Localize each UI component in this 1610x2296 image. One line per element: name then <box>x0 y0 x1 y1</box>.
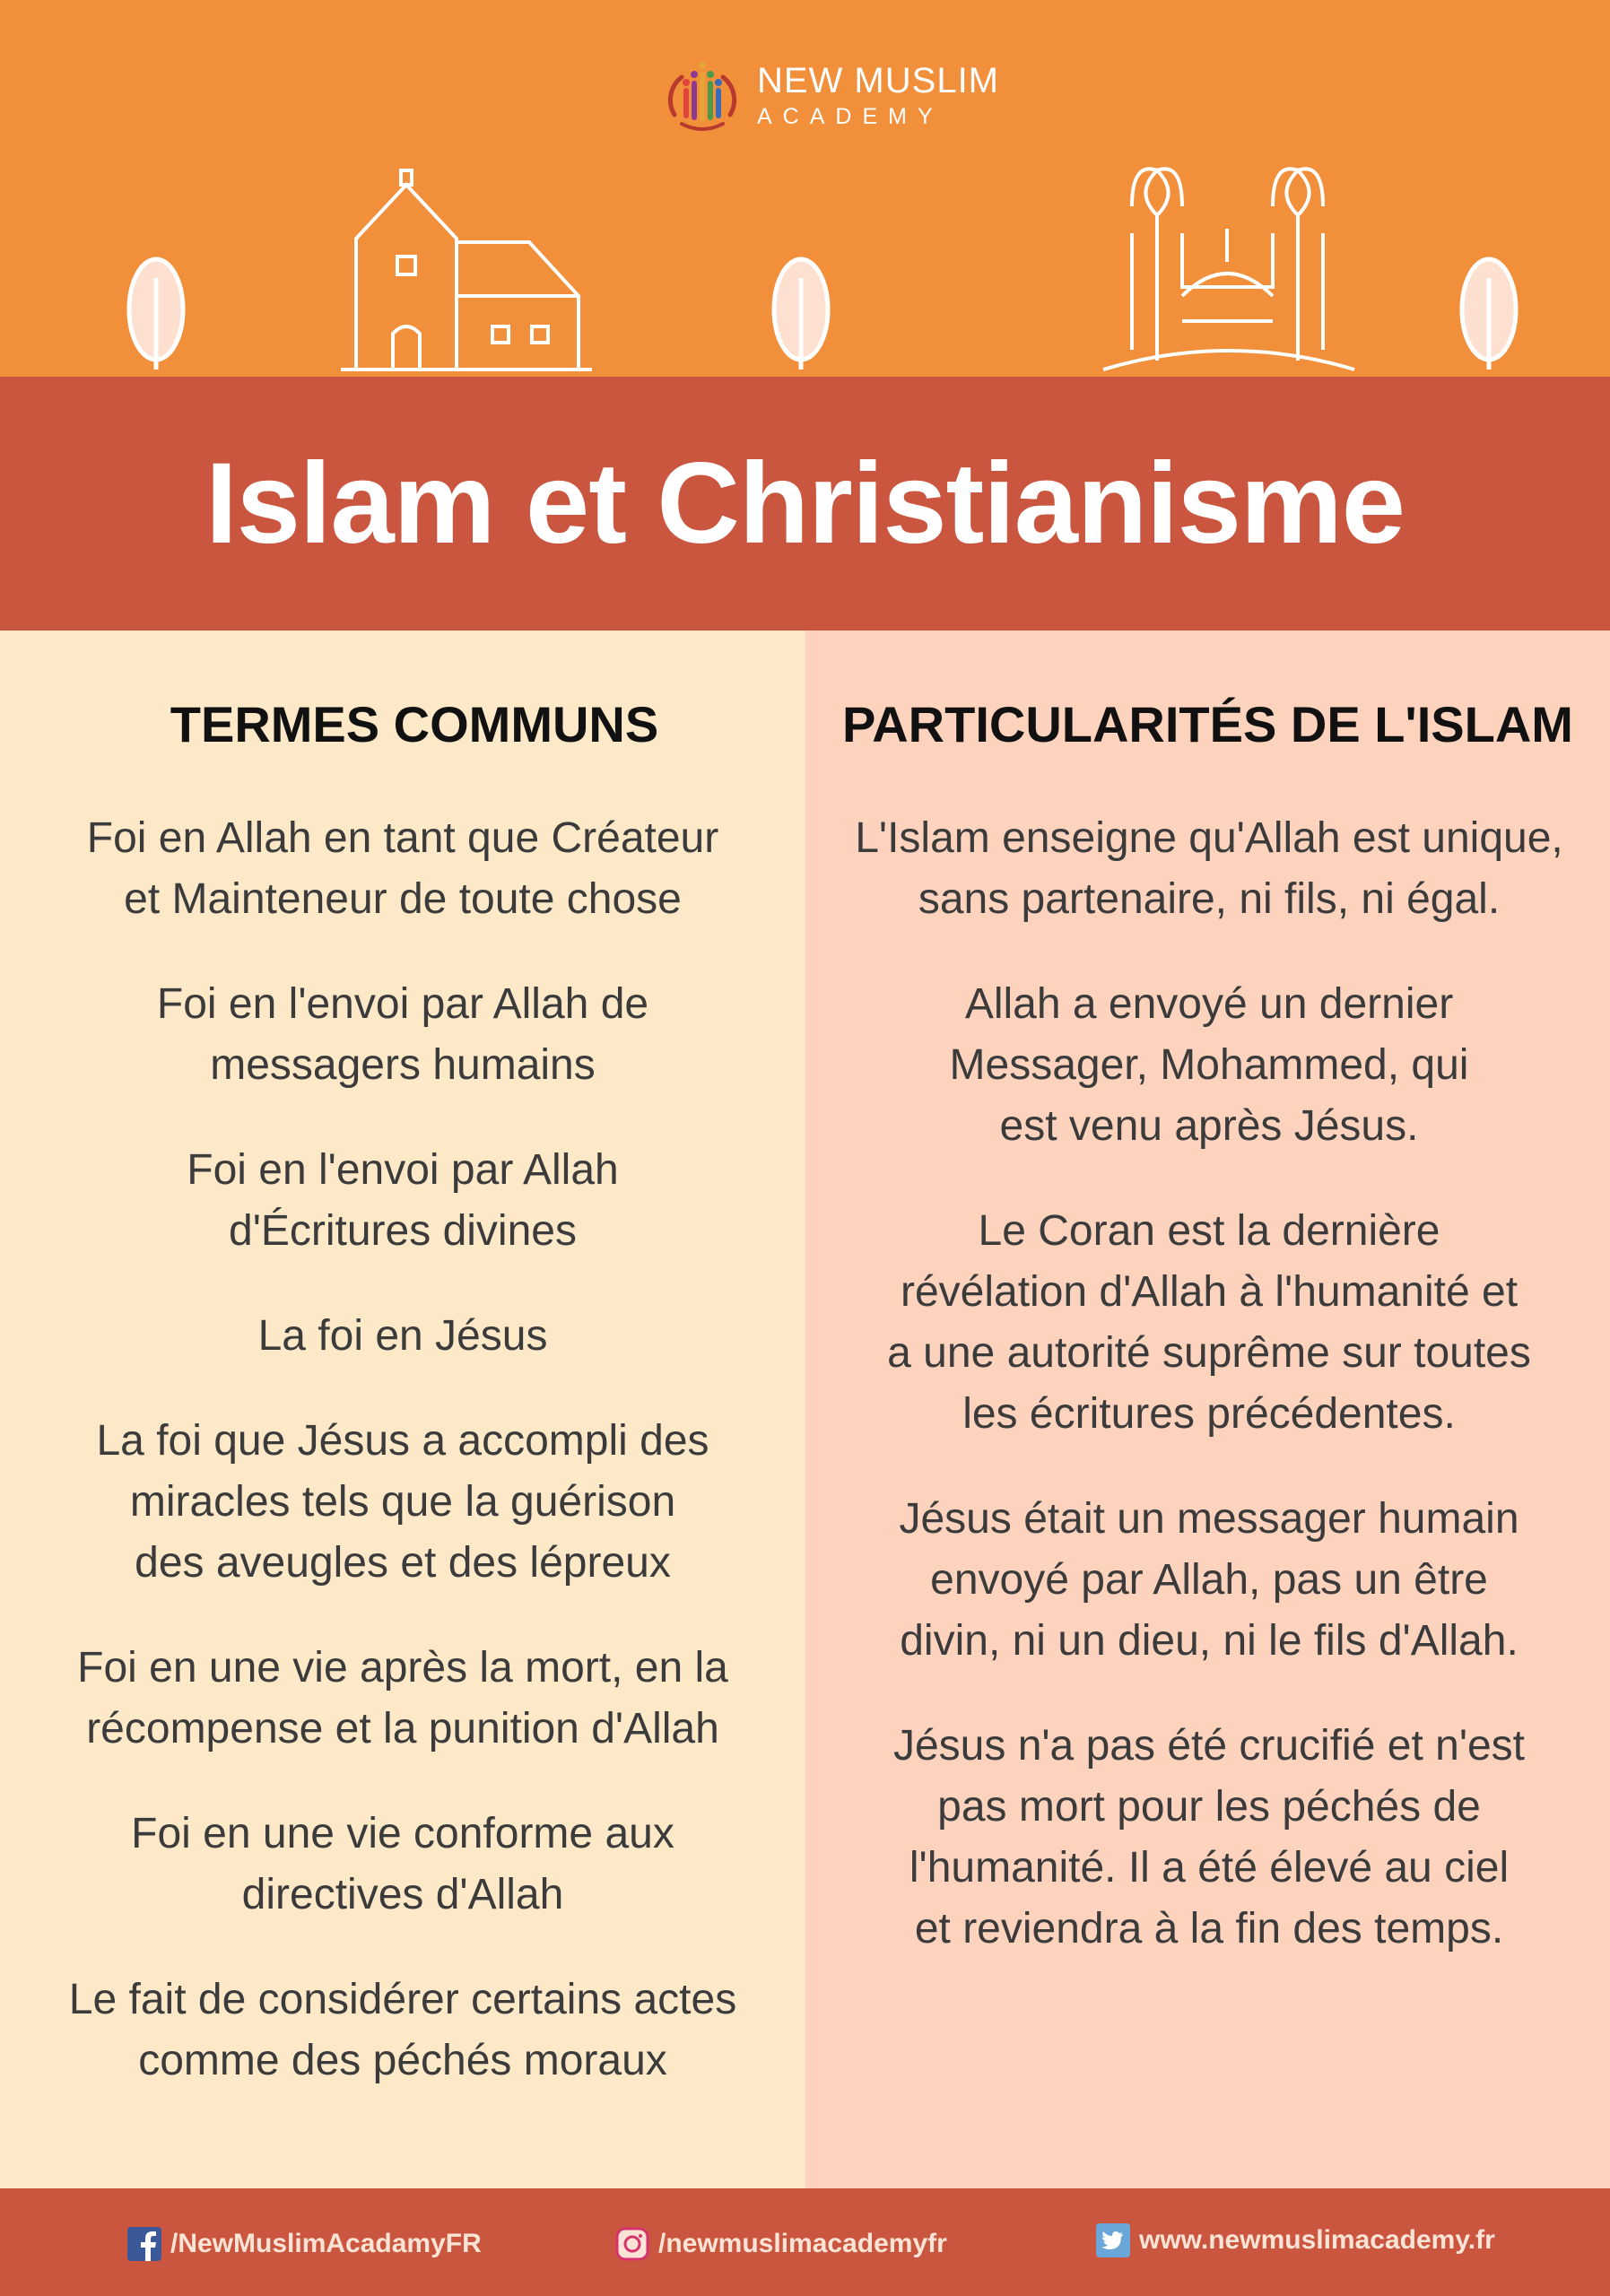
line: sans partenaire, ni fils, ni égal. <box>918 875 1501 923</box>
line: Foi en une vie conforme aux <box>131 1810 674 1857</box>
list-item <box>27 1306 779 1367</box>
logo-mark-icon <box>662 57 743 138</box>
page-title: Islam et Christianisme <box>205 439 1405 568</box>
line: et reviendra à la fin des temps. <box>914 1905 1504 1952</box>
website-link[interactable] <box>1096 2222 1495 2258</box>
instagram-link[interactable] <box>615 2226 947 2262</box>
line: comme des péchés moraux <box>138 2037 667 2084</box>
line: Jésus n'a pas été crucifié et n'est <box>892 1722 1526 1770</box>
tree-icon <box>1462 259 1516 370</box>
list-item <box>27 1411 779 1594</box>
list-item <box>27 1140 779 1262</box>
tree-icon <box>129 259 183 370</box>
website-url: www.newmuslimacademy.fr <box>1139 2225 1495 2255</box>
line: L'Islam enseigne qu'Allah est unique, <box>855 814 1563 862</box>
list-item <box>825 974 1593 1157</box>
facebook-icon <box>127 2227 161 2261</box>
line: l'humanité. Il a été élevé au ciel <box>909 1844 1510 1892</box>
footer <box>0 2188 1610 2296</box>
list-item <box>27 1804 779 1926</box>
line: divin, ni un dieu, ni le fils d'Allah. <box>900 1617 1519 1665</box>
list-item <box>825 808 1593 930</box>
islam-particularities-list <box>825 808 1593 2004</box>
line: et Mainteneur de toute chose <box>124 875 682 923</box>
tree-icon <box>774 259 828 370</box>
list-item <box>825 1716 1593 1960</box>
common-terms-list <box>27 808 779 2135</box>
list-item <box>27 974 779 1096</box>
line: a une autorité suprême sur toutes <box>887 1329 1531 1377</box>
church-icon <box>341 170 592 370</box>
column-heading: TERMES COMMUNS <box>170 696 659 752</box>
line: miracles tels que la guérison <box>129 1478 676 1526</box>
line: Messager, Mohammed, qui <box>949 1041 1469 1089</box>
common-terms-column <box>0 631 805 2188</box>
line: d'Écritures divines <box>229 1207 577 1255</box>
line: les écritures précédentes. <box>962 1390 1456 1438</box>
list-item <box>27 1638 779 1760</box>
line: Le Coran est la dernière <box>978 1207 1440 1255</box>
header <box>0 0 1610 377</box>
list-item <box>27 808 779 930</box>
line: La foi en Jésus <box>257 1312 548 1360</box>
line: Foi en Allah en tant que Créateur <box>86 814 719 862</box>
title-band <box>0 377 1610 631</box>
line: Foi en l'envoi par Allah <box>187 1146 619 1194</box>
line: La foi que Jésus a accompli des <box>96 1417 709 1465</box>
mosque-icon <box>1103 169 1354 370</box>
line: Foi en une vie après la mort, en la <box>77 1644 728 1692</box>
line: récompense et la punition d'Allah <box>86 1705 719 1752</box>
line: Le fait de considérer certains actes <box>68 1976 737 2023</box>
instagram-icon <box>615 2227 649 2261</box>
line: directives d'Allah <box>241 1871 564 1918</box>
instagram-handle: /newmuslimacademyfr <box>658 2229 947 2258</box>
line: Jésus était un messager humain <box>899 1495 1519 1543</box>
twitter-icon <box>1096 2223 1130 2257</box>
list-item <box>27 1970 779 2092</box>
line: pas mort pour les péchés de <box>937 1783 1481 1831</box>
logo <box>662 57 999 138</box>
line: messagers humains <box>210 1041 596 1089</box>
logo-name: NEW MUSLIM <box>757 61 999 100</box>
list-item <box>825 1489 1593 1672</box>
header-illustration <box>0 144 1610 377</box>
line: révélation d'Allah à l'humanité et <box>900 1268 1519 1316</box>
line: envoyé par Allah, pas un être <box>930 1556 1488 1604</box>
islam-particularities-column <box>805 631 1610 2188</box>
facebook-link[interactable] <box>127 2226 482 2262</box>
line: Allah a envoyé un dernier <box>964 980 1454 1028</box>
facebook-handle: /NewMuslimAcadamyFR <box>170 2229 482 2258</box>
list-item <box>825 1201 1593 1445</box>
logo-subtitle: ACADEMY <box>757 104 944 129</box>
line: Foi en l'envoi par Allah de <box>156 980 649 1028</box>
column-heading: PARTICULARITÉS DE L'ISLAM <box>842 696 1573 752</box>
line: est venu après Jésus. <box>999 1102 1419 1150</box>
line: des aveugles et des lépreux <box>135 1539 671 1587</box>
